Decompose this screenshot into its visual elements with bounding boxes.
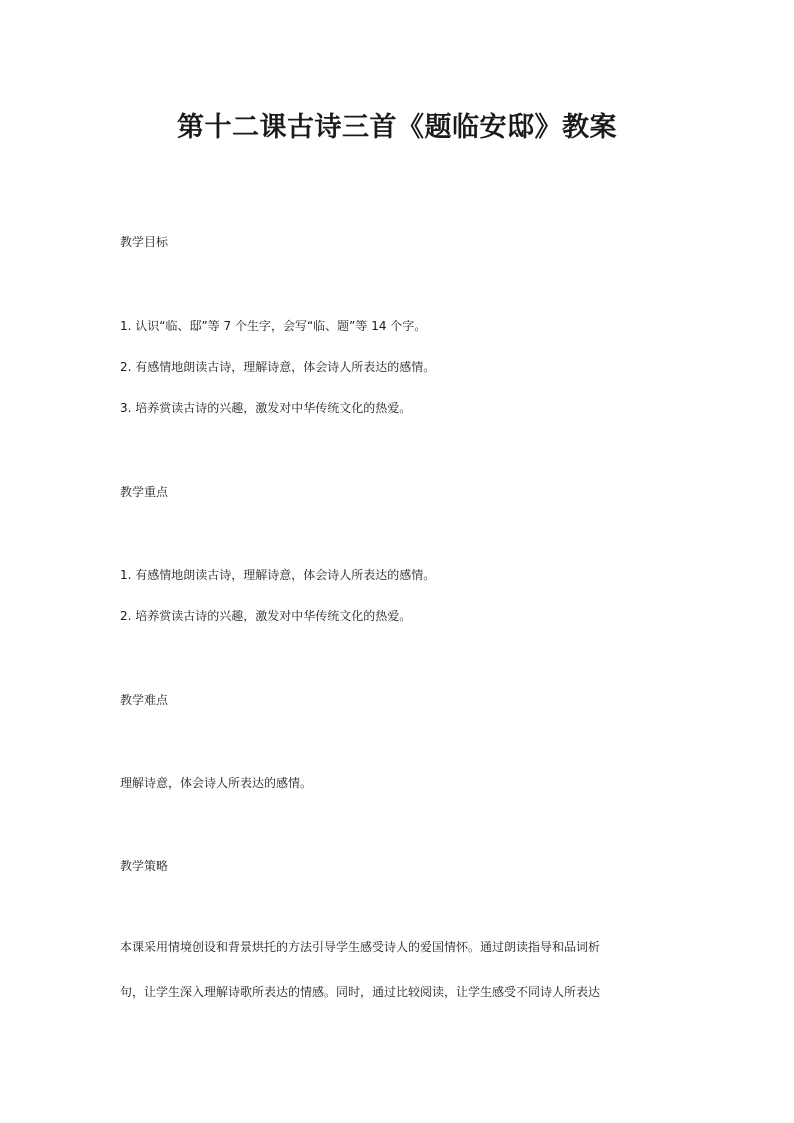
document-title: 第十二课古诗三首《题临安邸》教案: [177, 112, 617, 143]
strategy-line-1: 本课采用情境创设和背景烘托的方法引导学生感受诗人的爱国情怀。通过朗读指导和品词析: [120, 940, 601, 954]
difficulties-text: 理解诗意，体会诗人所表达的感情。: [120, 776, 313, 790]
key-point-item-1: 1. 有感情地朗读古诗，理解诗意，体会诗人所表达的感情。: [120, 568, 436, 582]
section-heading-objectives: 教学目标: [120, 235, 169, 249]
key-point-item-2: 2. 培养赏读古诗的兴趣，激发对中华传统文化的热爱。: [120, 609, 412, 623]
objective-item-2: 2. 有感情地朗读古诗，理解诗意，体会诗人所表达的感情。: [120, 360, 436, 374]
objective-item-3: 3. 培养赏读古诗的兴趣，激发对中华传统文化的热爱。: [120, 401, 412, 415]
objective-item-1: 1. 认识“临、邸”等 7 个生字，会写“临、题”等 14 个字。: [120, 319, 427, 333]
section-heading-difficulties: 教学难点: [120, 693, 169, 707]
section-heading-strategy: 教学策略: [120, 859, 169, 873]
strategy-line-2: 句，让学生深入理解诗歌所表达的情感。同时，通过比较阅读，让学生感受不同诗人所表达: [120, 985, 601, 999]
section-heading-key-points: 教学重点: [120, 485, 169, 499]
